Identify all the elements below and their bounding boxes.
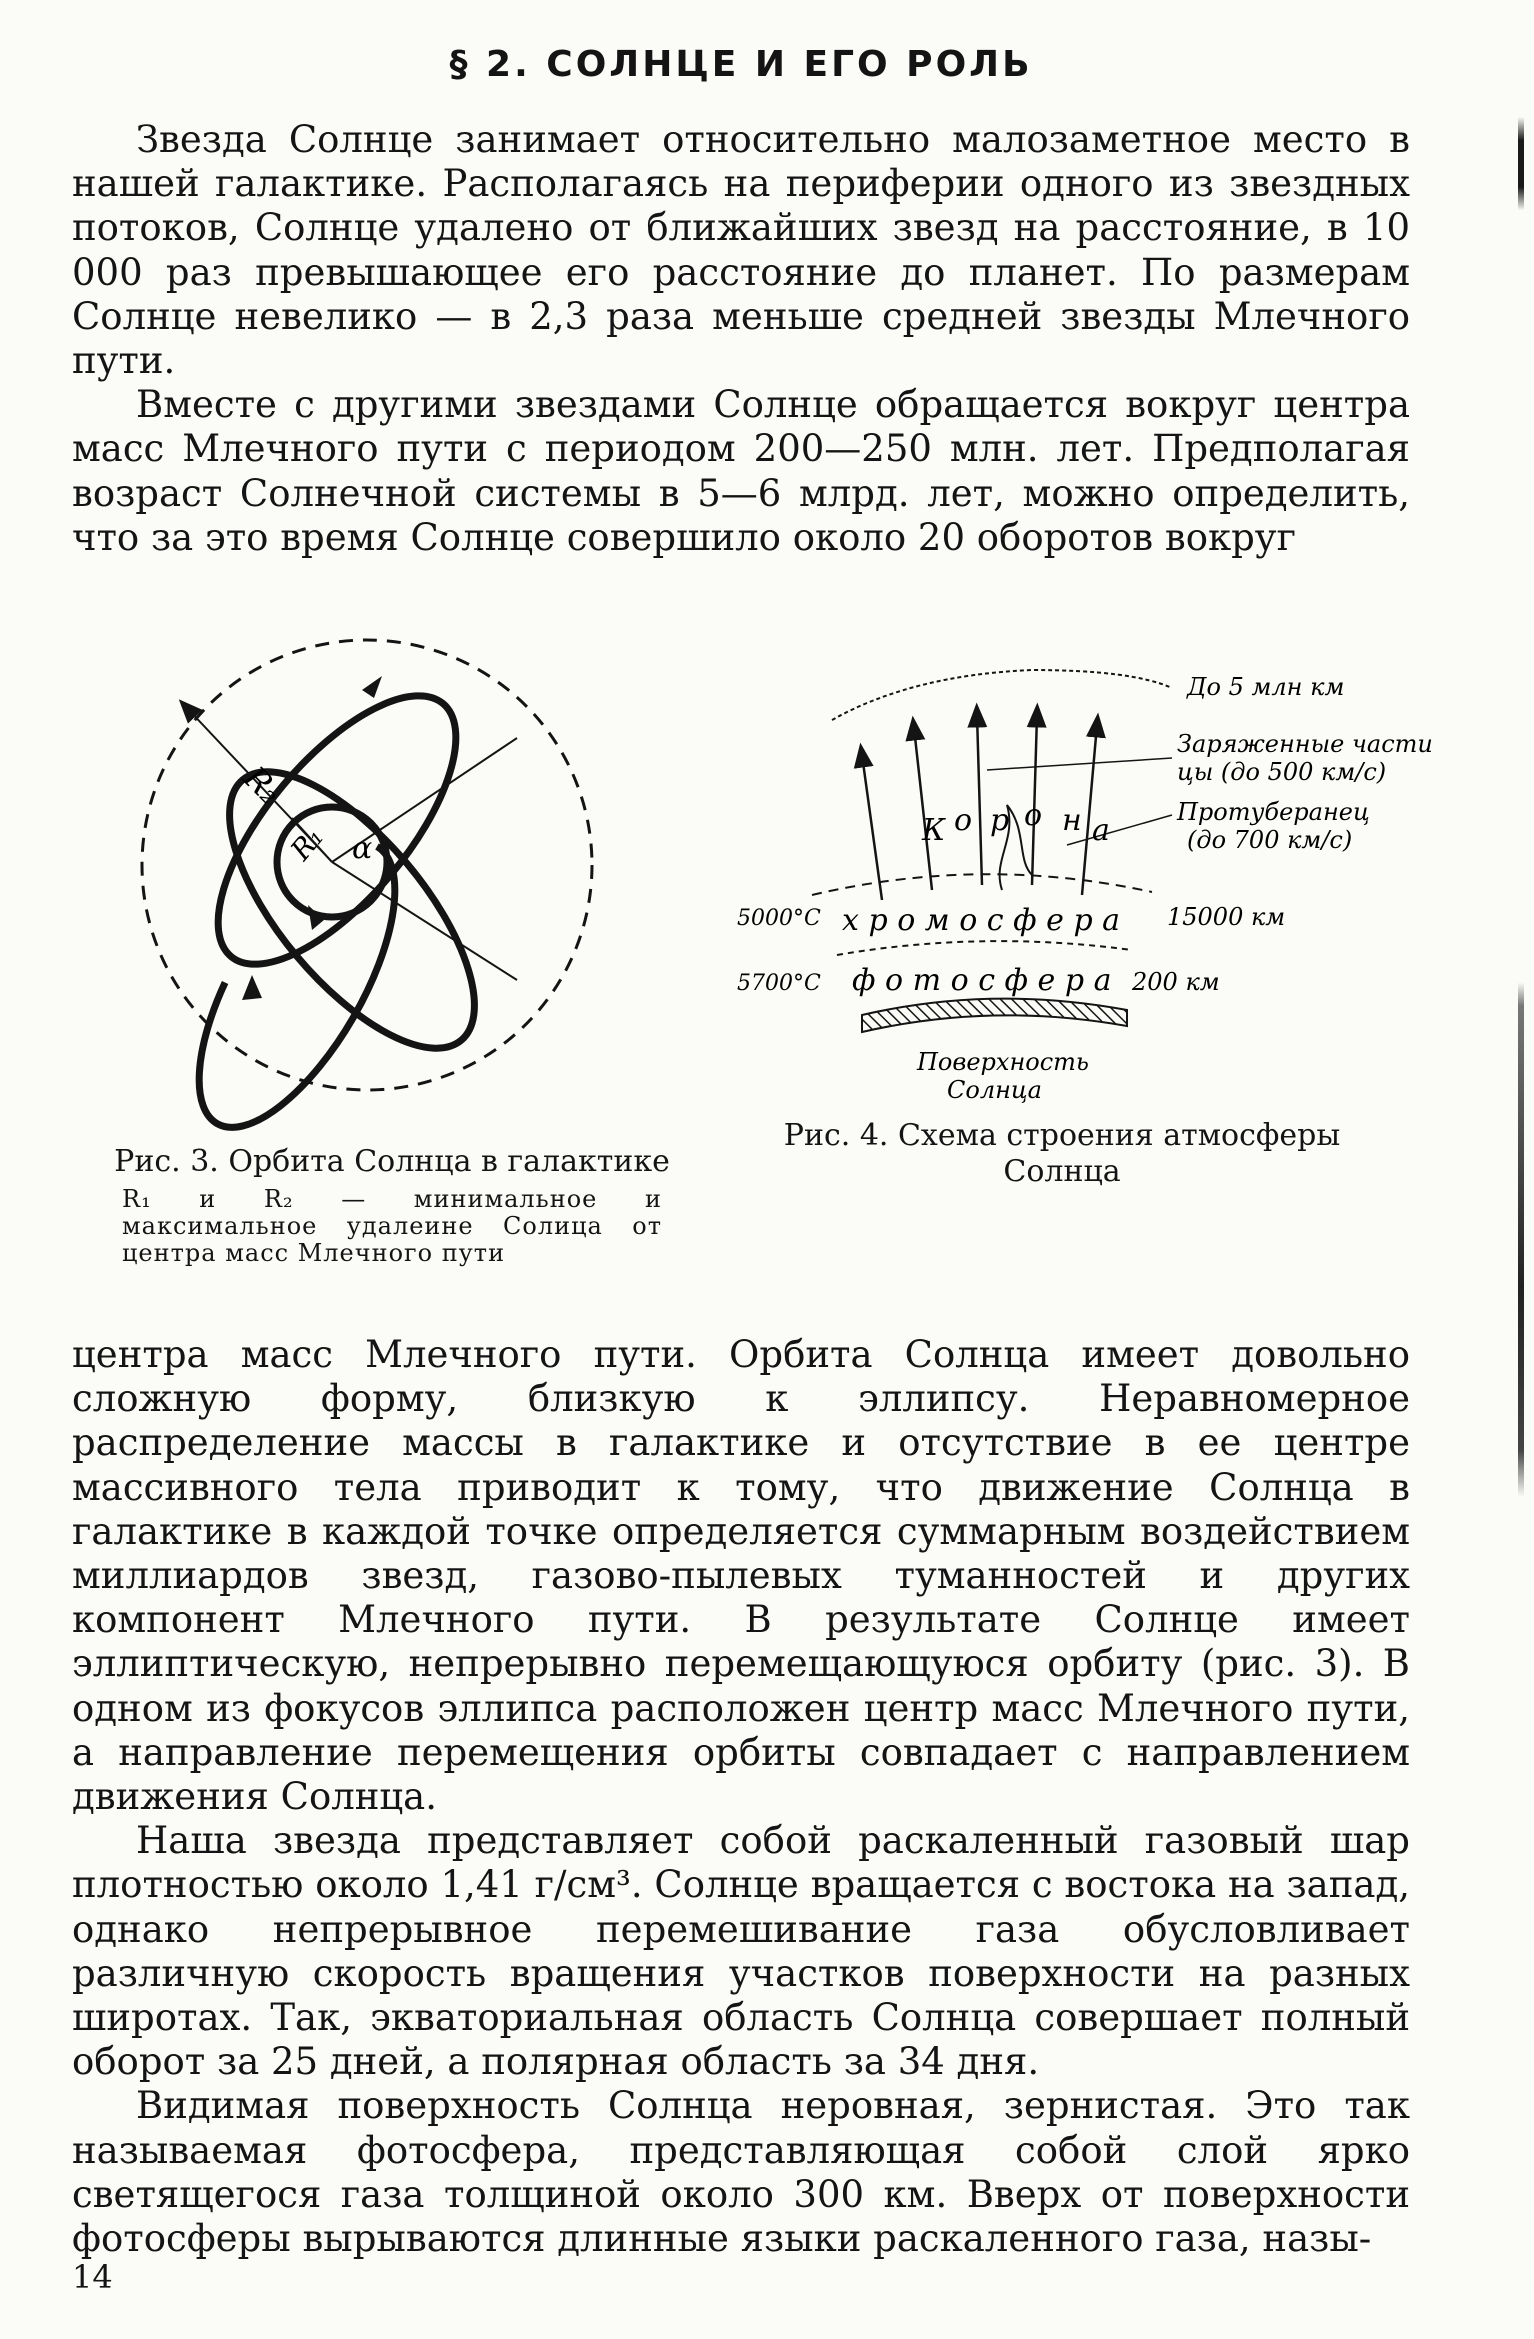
- charged-particles-line-2: цы (до 500 км/с): [1177, 758, 1387, 786]
- prominence-label: [1176, 798, 1377, 854]
- figure-4-caption: Рис. 4. Схема строения атмосферы Солнца: [783, 1118, 1341, 1189]
- corona-outer-boundary: [832, 670, 1172, 720]
- prominence-line-1: Протуберанец: [1177, 798, 1370, 826]
- chromosphere-temp: 5000°С: [737, 906, 821, 931]
- direction-arrow-1: [362, 676, 382, 698]
- pointer-prominence: [1067, 815, 1172, 845]
- scan-edge-shadow: [1518, 0, 1524, 2339]
- paragraph: Звезда Солнце занимает относительно малозаметное место в нашей галактике. Располагаясь на периферии одного из звездных потоков, Солнце удалено от ближайших звезд на расстояние, в 10 000 раз превышающее его расстояние до планет. По размерам Солнце невелико — в 2,3 раза меньше средней звезды Млечного пути.: [72, 118, 1410, 383]
- paragraph: Видимая поверхность Солнца неровная, зернистая. Это так называемая фотосфера, представляющая собой слой ярко светящегося газа толщиной около 300 км. Вверх от поверхности фотосферы вырываются длинные языки раскаленного газа, назы-: [72, 2084, 1410, 2261]
- orbit-ellipse-1: [177, 659, 496, 1002]
- paragraph: Вместе с другими звездами Солнце обращается вокруг центра масс Млечного пути с периодом 200—250 млн. лет. Предполагая возраст Солнечной системы в 5—6 млрд. лет, можно определить, что за это время Солнце совершило около 20 оборотов вокруг: [72, 383, 1410, 559]
- sun-surface-hatching: [862, 999, 1127, 1032]
- pointer-charged: [987, 758, 1172, 770]
- corona-letter: н: [1062, 803, 1082, 838]
- paragraph: центра масс Млечного пути. Орбита Солнца имеет довольно сложную форму, близкую к эллипсу. Неравномерное распределение массы в галактике и отсутствие в ее центре массивного тела приводит к тому, что движение Солнца в галактике в каждой точке определяется суммарным воздействием миллиардов звезд, газово-пылевых туманностей и других компонент Млечного пути. В результате Солнце имеет эллиптическую, непрерывно перемещающуюся орбиту (рис. 3). В одном из фокусов эллипса расположен центр масс Млечного пути, а направление перемещения орбиты совпадает с направлением движения Солнца.: [72, 1333, 1410, 1819]
- label-alpha: α: [352, 831, 373, 866]
- page-number: 14: [72, 2258, 113, 2296]
- charged-particles-line-1: Заряженные части: [1177, 730, 1433, 758]
- figure-3: [112, 580, 672, 1267]
- photosphere-height: 200 км: [1132, 968, 1220, 996]
- section-heading: § 2. СОЛНЦЕ И ЕГО РОЛЬ: [449, 44, 1033, 85]
- charged-particles-label: [1177, 730, 1441, 786]
- surface-label-line-1: Поверхность: [917, 1048, 1089, 1076]
- chromosphere-label: х р о м о с ф е р а: [842, 903, 1121, 938]
- surface-label-line-2: Солнца: [947, 1076, 1042, 1104]
- photosphere-temp: 5700°С: [737, 971, 821, 996]
- text-block-top: [72, 118, 1410, 560]
- text-block-bottom: [72, 1333, 1410, 2261]
- figure-3-legend: R₁ и R₂ — минимальное и максимальное удалеине Солица от центра масс Млечного пути: [122, 1185, 662, 1267]
- ray-1: [862, 755, 882, 900]
- axis-line-2: [332, 862, 517, 980]
- label-r1: R₁: [284, 820, 331, 867]
- top-distance-label: До 5 млн км: [1187, 673, 1345, 701]
- orbit-ellipse-3: [161, 814, 434, 1156]
- photosphere-boundary: [837, 941, 1132, 955]
- chromosphere-height: 15000 км: [1167, 903, 1286, 931]
- label-r2: R₂: [236, 758, 290, 812]
- prominence-line-2: (до 700 км/с): [1187, 826, 1353, 854]
- book-page: [72, 40, 1433, 2300]
- ray-2: [914, 728, 932, 890]
- ray-3: [977, 715, 982, 885]
- paragraph: Наша звезда представляет собой раскаленный газовый шар плотностью около 1,41 г/см³. Солнце вращается с востока на запад, однако непрерывное перемешивание газа обусловливает различную скорость вращения участков поверхности на разных широтах. Так, экваториальная область Солнца совершает полный оборот за 25 дней, а полярная область за 34 дня.: [72, 1819, 1410, 2084]
- ray-5: [1082, 725, 1097, 895]
- orbit-diagram: [112, 580, 672, 1140]
- atmosphere-diagram: [732, 630, 1433, 1120]
- corona-letter: К: [922, 813, 946, 848]
- corona-letter: о: [954, 803, 973, 838]
- photosphere-label: ф о т о с ф е р а: [852, 963, 1112, 998]
- direction-arrow-2: [242, 975, 262, 1000]
- figure-4: [732, 630, 1433, 1190]
- corona-letter: р: [990, 803, 1010, 838]
- corona-letter: о: [1024, 798, 1043, 833]
- corona-letter: а: [1092, 813, 1110, 848]
- figure-3-caption: Рис. 3. Орбита Солнца в галактике: [114, 1144, 670, 1179]
